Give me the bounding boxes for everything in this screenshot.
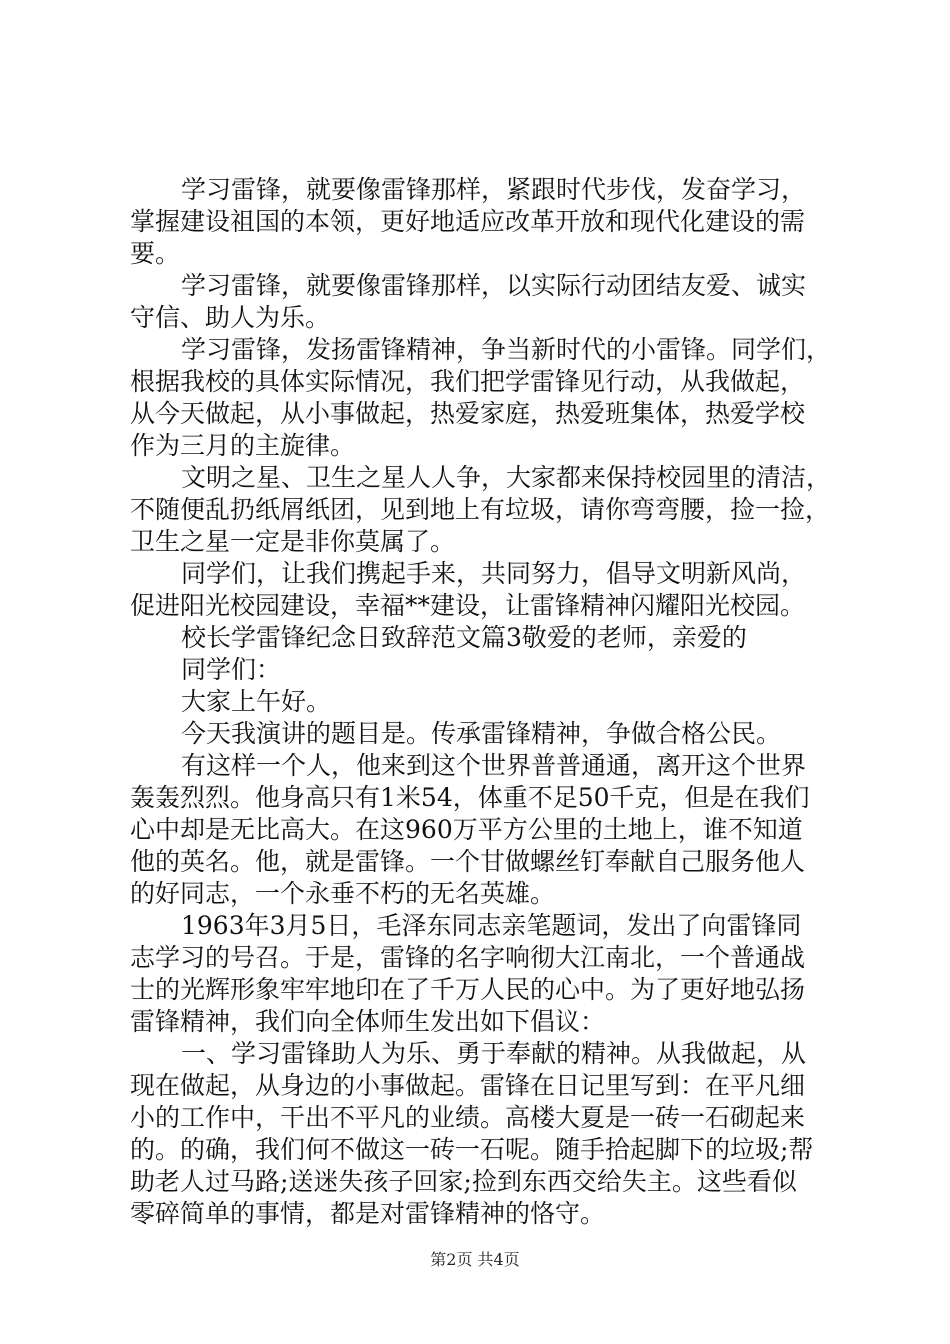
text-line: 的好同志，一个永垂不朽的无名英雄。	[130, 879, 556, 908]
text-line: 要。	[130, 239, 181, 268]
text-line: 校长学雷锋纪念日致辞范文篇3敬爱的老师，亲爱的	[181, 623, 747, 652]
text-line: 一、学习雷锋助人为乐、勇于奉献的精神。从我做起，从	[181, 1039, 807, 1068]
text-line: 他的英名。他，就是雷锋。一个甘做螺丝钉奉献自己服务他人	[130, 847, 806, 876]
text-line: 文明之星、卫生之星人人争，大家都来保持校园里的清洁，	[181, 463, 832, 492]
text-line: 根据我校的具体实际情况，我们把学雷锋见行动，从我做起，	[130, 367, 806, 396]
text-line: 学习雷锋，就要像雷锋那样，紧跟时代步伐，发奋学习，	[181, 175, 807, 204]
text-line: 学习雷锋，就要像雷锋那样，以实际行动团结友爱、诚实	[181, 271, 807, 300]
text-line: 心中却是无比高大。在这960万平方公里的土地上，谁不知道	[130, 815, 803, 844]
text-line: 志学习的号召。于是，雷锋的名字响彻大江南北，一个普通战	[130, 943, 806, 972]
text-line: 雷锋精神，我们向全体师生发出如下倡议：	[130, 1007, 606, 1036]
text-line: 零碎简单的事情，都是对雷锋精神的恪守。	[130, 1199, 606, 1228]
text-line: 的。的确，我们何不做这一砖一石呢。随手拾起脚下的垃圾;帮	[130, 1135, 814, 1164]
text-line: 现在做起，从身边的小事做起。雷锋在日记里写到：在平凡细	[130, 1071, 806, 1100]
text-line: 促进阳光校园建设，幸福**建设，让雷锋精神闪耀阳光校园。	[130, 591, 806, 620]
text-line: 从今天做起，从小事做起，热爱家庭，热爱班集体，热爱学校	[130, 399, 806, 428]
text-line: 同学们，让我们携起手来，共同努力，倡导文明新风尚，	[181, 559, 807, 588]
text-line: 卫生之星一定是非你莫属了。	[130, 527, 456, 556]
text-line: 小的工作中，干出不平凡的业绩。高楼大夏是一砖一石砌起来	[130, 1103, 806, 1132]
text-line: 士的光辉形象牢牢地印在了千万人民的心中。为了更好地弘扬	[130, 975, 806, 1004]
text-line: 不随便乱扔纸屑纸团，见到地上有垃圾，请你弯弯腰，捡一捡，	[130, 495, 831, 524]
text-line: 掌握建设祖国的本领，更好地适应改革开放和现代化建设的需	[130, 207, 806, 236]
text-line: 作为三月的主旋律。	[130, 431, 356, 460]
text-line: 轰轰烈烈。他身高只有1米54，体重不足50千克，但是在我们	[130, 783, 810, 812]
text-line: 1963年3月5日，毛泽东同志亲笔题词，发出了向雷锋同	[181, 911, 802, 940]
page-number-footer: 第2页 共4页	[430, 1250, 520, 1269]
text-line: 大家上午好。	[181, 687, 332, 716]
text-line: 同学们：	[181, 655, 282, 684]
text-line: 助老人过马路;送迷失孩子回家;捡到东西交给失主。这些看似	[130, 1167, 797, 1196]
text-line: 有这样一个人，他来到这个世界普普通通，离开这个世界	[181, 751, 807, 780]
text-line: 学习雷锋，发扬雷锋精神，争当新时代的小雷锋。同学们，	[181, 335, 832, 364]
text-line: 今天我演讲的题目是。传承雷锋精神，争做合格公民。	[181, 719, 782, 748]
text-line: 守信、助人为乐。	[130, 303, 331, 332]
